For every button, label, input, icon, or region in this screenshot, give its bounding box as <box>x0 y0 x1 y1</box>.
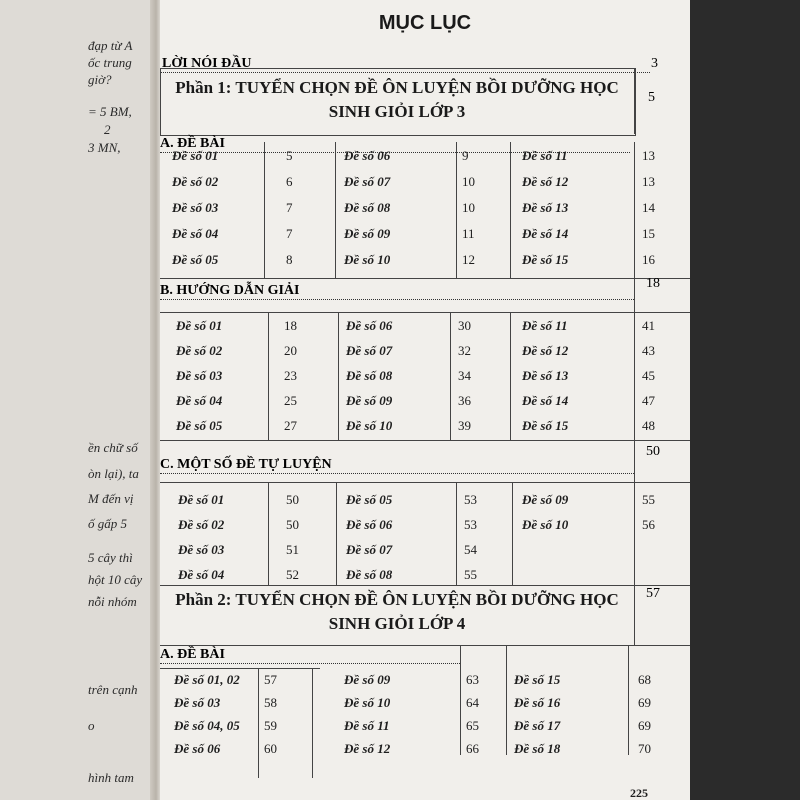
toc-cell: Đề số 11 <box>344 718 390 733</box>
toc-cell: 15 <box>642 226 655 241</box>
toc-cell: Đề số 11 <box>522 148 568 163</box>
intro-label: LỜI NÓI ĐẦU <box>162 56 252 71</box>
toc-cell: 66 <box>466 741 479 756</box>
toc-cell: 68 <box>638 672 651 687</box>
toc-cell: Đề số 14 <box>522 226 569 241</box>
toc-cell: 32 <box>458 343 471 358</box>
left-page-text: ố gấp 5 <box>88 516 127 531</box>
toc-cell: Đề số 02 <box>178 517 225 532</box>
toc-cell: 47 <box>642 393 655 408</box>
toc-cell: 30 <box>458 318 471 333</box>
part1-title-line1: Phần 1: TUYỂN CHỌN ĐỀ ÔN LUYỆN BỒI DƯỠNG HỌC <box>175 78 619 97</box>
col-rule <box>268 312 269 440</box>
toc-cell: Đề số 03 <box>178 542 225 557</box>
left-page-text: ền chữ số <box>88 440 138 455</box>
part1-page-divider <box>634 68 635 134</box>
toc-cell: 43 <box>642 343 655 358</box>
toc-cell: 55 <box>642 492 655 507</box>
toc-cell: Đề số 03 <box>174 695 221 710</box>
toc-cell: 34 <box>458 368 471 383</box>
toc-cell: Đề số 10 <box>344 695 391 710</box>
toc-cell: 11 <box>462 226 475 241</box>
left-page-text: M đến vị <box>88 491 134 506</box>
toc-cell: 45 <box>642 368 655 383</box>
toc-cell: 69 <box>638 718 651 733</box>
toc-cell: Đề số 06 <box>346 318 393 333</box>
toc-cell: Đề số 01 <box>178 492 225 507</box>
toc-cell: 58 <box>264 695 277 710</box>
toc-cell: Đề số 01 <box>176 318 223 333</box>
intro-page: 3 <box>651 56 658 71</box>
left-page-text: ốc trung <box>88 55 132 70</box>
toc-cell: Đề số 17 <box>514 718 561 733</box>
toc-cell: Đề số 08 <box>346 567 393 582</box>
col-rule <box>258 668 259 778</box>
left-page-text: hình tam <box>88 770 134 785</box>
toc-cell: 23 <box>284 368 297 383</box>
toc-cell: 60 <box>264 741 277 756</box>
toc-cell: Đề số 02 <box>176 343 223 358</box>
toc-cell: 6 <box>286 174 293 189</box>
toc-cell: Đề số 16 <box>514 695 561 710</box>
toc-cell: 13 <box>642 148 655 163</box>
left-page-text: = 5 BM, <box>88 104 132 119</box>
col-rule <box>264 142 265 278</box>
col-rule <box>460 645 461 755</box>
col-rule <box>336 482 337 585</box>
toc-cell: Đề số 01 <box>172 148 219 163</box>
rule <box>160 668 320 669</box>
part2-page: 57 <box>646 586 660 601</box>
left-page-text: òn lại), ta <box>88 466 139 481</box>
col-rule <box>312 668 313 778</box>
toc-cell: 50 <box>286 517 299 532</box>
toc-cell: 52 <box>286 567 299 582</box>
left-page-text: o <box>88 718 95 733</box>
col-rule <box>506 645 507 755</box>
toc-cell: Đề số 11 <box>522 318 568 333</box>
toc-cell: 39 <box>458 418 471 433</box>
toc-cell: 5 <box>286 148 293 163</box>
toc-page <box>160 0 690 800</box>
section-a1-heading: A. ĐỀ BÀI <box>160 136 630 153</box>
toc-cell: Đề số 14 <box>522 393 569 408</box>
toc-cell: 27 <box>284 418 297 433</box>
part1-title-line2: SINH GIỎI LỚP 3 <box>328 102 466 121</box>
toc-cell: Đề số 12 <box>522 343 569 358</box>
toc-cell: Đề số 07 <box>346 343 393 358</box>
part2-title-line2: SINH GIỎI LỚP 4 <box>328 614 466 633</box>
col-rule <box>512 482 513 585</box>
section-c1-page: 50 <box>646 444 660 459</box>
toc-cell: 7 <box>286 200 293 215</box>
toc-cell: 70 <box>638 741 651 756</box>
toc-cell: 51 <box>286 542 299 557</box>
left-page-text: nỗi nhóm <box>88 594 137 609</box>
rule <box>160 312 690 313</box>
col-rule <box>628 645 629 755</box>
col-rule <box>456 482 457 585</box>
toc-cell: Đề số 10 <box>344 252 391 267</box>
toc-cell: Đề số 05 <box>176 418 223 433</box>
toc-cell: 25 <box>284 393 297 408</box>
toc-cell: Đề số 09 <box>344 226 391 241</box>
toc-cell: Đề số 09 <box>522 492 569 507</box>
toc-cell: 36 <box>458 393 471 408</box>
background-edge <box>690 0 800 800</box>
col-rule <box>634 142 635 278</box>
toc-cell: 53 <box>464 517 477 532</box>
toc-cell: 65 <box>466 718 479 733</box>
left-page <box>0 0 155 800</box>
toc-cell: 48 <box>642 418 655 433</box>
toc-cell: Đề số 15 <box>514 672 561 687</box>
col-rule <box>450 312 451 440</box>
toc-cell: Đề số 03 <box>176 368 223 383</box>
col-rule <box>268 482 269 585</box>
toc-cell: 53 <box>464 492 477 507</box>
toc-cell: Đề số 12 <box>522 174 569 189</box>
left-page-text: 3 MN, <box>88 140 121 155</box>
toc-cell: Đề số 04 <box>172 226 219 241</box>
toc-cell: Đề số 08 <box>344 200 391 215</box>
toc-cell: Đề số 15 <box>522 252 569 267</box>
toc-cell: 57 <box>264 672 277 687</box>
toc-cell: Đề số 04, 05 <box>174 718 240 733</box>
left-page-text: hột 10 cây <box>88 572 143 587</box>
toc-cell: Đề số 08 <box>346 368 393 383</box>
toc-cell: 41 <box>642 318 655 333</box>
toc-cell: Đề số 06 <box>344 148 391 163</box>
col-rule <box>338 312 339 440</box>
toc-cell: Đề số 07 <box>346 542 393 557</box>
col-rule <box>510 142 511 278</box>
toc-cell: 12 <box>462 252 475 267</box>
rule <box>160 645 690 646</box>
toc-cell: Đề số 13 <box>522 368 569 383</box>
toc-cell: Đề số 07 <box>344 174 391 189</box>
rule <box>160 440 690 441</box>
left-page-text: trên cạnh <box>88 682 138 697</box>
toc-cell: 16 <box>642 252 655 267</box>
col-rule <box>510 312 511 440</box>
section-b1-heading: B. HƯỚNG DẪN GIẢI <box>160 283 634 300</box>
toc-cell: Đề số 18 <box>514 741 561 756</box>
rule <box>160 585 690 586</box>
toc-cell: 20 <box>284 343 297 358</box>
toc-cell: Đề số 12 <box>344 741 391 756</box>
toc-cell: Đề số 05 <box>346 492 393 507</box>
toc-cell: 8 <box>286 252 293 267</box>
toc-cell: 10 <box>462 200 475 215</box>
toc-cell: Đề số 15 <box>522 418 569 433</box>
toc-cell: Đề số 09 <box>346 393 393 408</box>
toc-cell: 69 <box>638 695 651 710</box>
col-rule <box>634 440 635 585</box>
col-rule <box>335 142 336 278</box>
toc-cell: 64 <box>466 695 479 710</box>
toc-cell: 14 <box>642 200 655 215</box>
toc-cell: 9 <box>462 148 469 163</box>
toc-cell: 13 <box>642 174 655 189</box>
toc-cell: 7 <box>286 226 293 241</box>
left-page-text: 5 cây thì <box>88 550 133 565</box>
part2-title-line1: Phần 2: TUYỂN CHỌN ĐỀ ÔN LUYỆN BỒI DƯỠNG HỌC <box>175 590 619 609</box>
section-c1-heading: C. MỘT SỐ ĐỀ TỰ LUYỆN <box>160 457 634 474</box>
toc-cell: Đề số 06 <box>174 741 221 756</box>
col-rule <box>634 278 635 440</box>
toc-cell: Đề số 13 <box>522 200 569 215</box>
toc-cell: 54 <box>464 542 477 557</box>
toc-cell: 56 <box>642 517 655 532</box>
toc-cell: Đề số 06 <box>346 517 393 532</box>
left-page-text: 2 <box>104 122 111 137</box>
footer-page-number: 225 <box>630 786 648 800</box>
left-page-text: đạp từ A <box>88 38 133 53</box>
toc-cell: Đề số 10 <box>522 517 569 532</box>
toc-cell: Đề số 05 <box>172 252 219 267</box>
part1-page: 5 <box>648 90 655 105</box>
toc-cell: 50 <box>286 492 299 507</box>
toc-cell: 55 <box>464 567 477 582</box>
col-rule <box>456 142 457 278</box>
toc-cell: Đề số 10 <box>346 418 393 433</box>
section-a2-heading: A. ĐỀ BÀI <box>160 647 460 664</box>
toc-cell: Đề số 02 <box>172 174 219 189</box>
toc-cell: Đề số 04 <box>176 393 223 408</box>
rule <box>160 278 690 279</box>
toc-cell: Đề số 04 <box>178 567 225 582</box>
toc-cell: 63 <box>466 672 479 687</box>
col-rule <box>634 585 635 645</box>
toc-cell: 18 <box>284 318 297 333</box>
section-b1-page: 18 <box>646 276 660 291</box>
rule <box>160 482 690 483</box>
toc-cell: Đề số 01, 02 <box>174 672 240 687</box>
toc-cell: 59 <box>264 718 277 733</box>
toc-cell: Đề số 09 <box>344 672 391 687</box>
toc-cell: 10 <box>462 174 475 189</box>
left-page-text: giờ? <box>88 72 112 87</box>
toc-cell: Đề số 03 <box>172 200 219 215</box>
page-title: MỤC LỤC <box>378 12 472 34</box>
